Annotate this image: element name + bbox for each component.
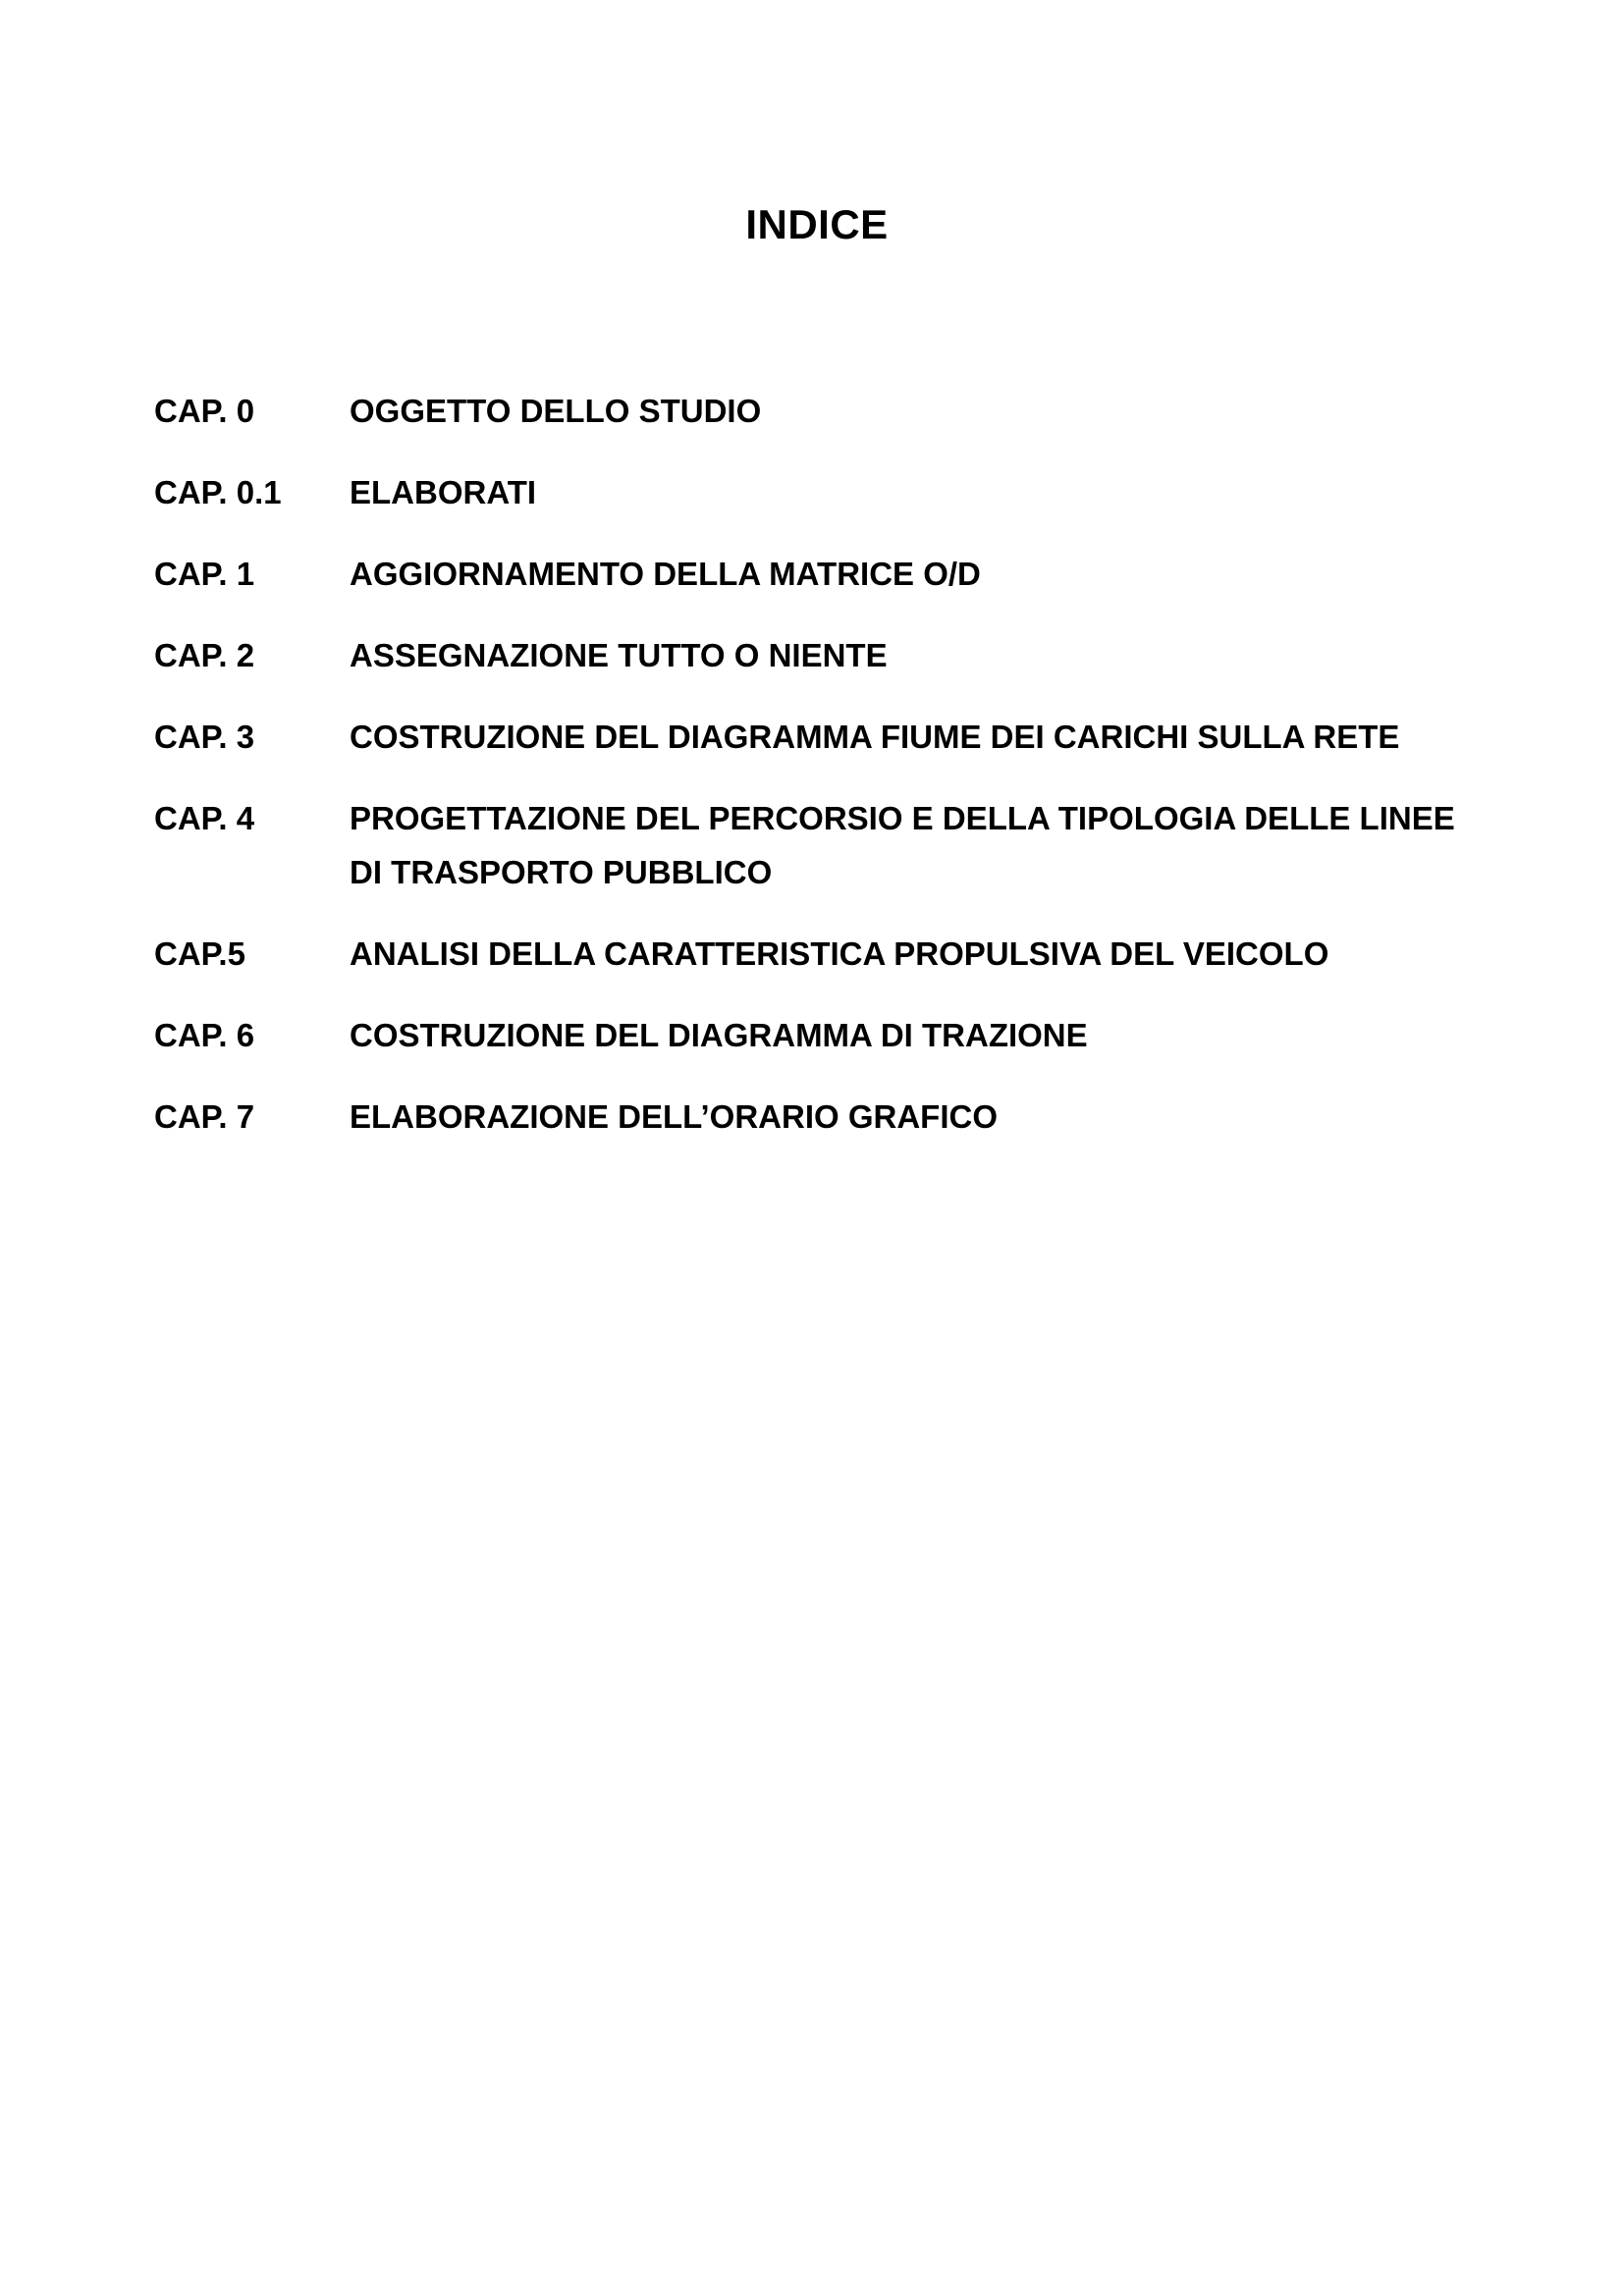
chapter-title: ANALISI DELLA CARATTERISTICA PROPULSIVA DEL VEICOLO [350,935,1329,972]
chapter-number: CAP. 6 [154,1017,255,1053]
chapter-title: OGGETTO DELLO STUDIO [350,393,762,429]
chapter-title: COSTRUZIONE DEL DIAGRAMMA DI TRAZIONE [350,1017,1088,1053]
chapter-title: ASSEGNAZIONE TUTTO O NIENTE [350,637,888,673]
chapter-title: COSTRUZIONE DEL DIAGRAMMA FIUME DEI CARICHI SULLA RETE [350,719,1400,755]
toc-entry-cap-1 [154,547,1460,601]
chapter-number: CAP. 2 [154,637,255,673]
chapter-number: CAP. 1 [154,556,255,592]
toc-entry-cap-0-1 [154,465,1460,519]
chapter-number: CAP. 7 [154,1098,255,1135]
chapter-number: CAP. 4 [154,800,255,836]
toc-entry-cap-6 [154,1008,1460,1062]
toc-entry-cap-5 [154,927,1460,981]
toc-entry-cap-0 [154,384,1460,438]
toc-entry-cap-2 [154,628,1460,682]
chapter-title: ELABORATI [350,474,537,510]
chapter-number: CAP. 0 [154,393,255,429]
chapter-title: PROGETTAZIONE DEL PERCORSIO E DELLA TIPOLOGIA DELLE LINEE DI TRASPORTO PUBBLICO [350,800,1455,890]
chapter-number: CAP. 0.1 [154,474,282,510]
chapter-number: CAP. 3 [154,719,255,755]
table-of-contents [154,384,1460,1171]
toc-entry-cap-3 [154,710,1460,764]
chapter-title: AGGIORNAMENTO DELLA MATRICE O/D [350,556,981,592]
index-title: INDICE [745,201,889,247]
toc-entry-cap-4 [154,791,1460,899]
toc-entry-cap-7 [154,1090,1460,1144]
chapter-title: ELABORAZIONE DELL’ORARIO GRAFICO [350,1098,998,1135]
chapter-number: CAP.5 [154,935,245,972]
